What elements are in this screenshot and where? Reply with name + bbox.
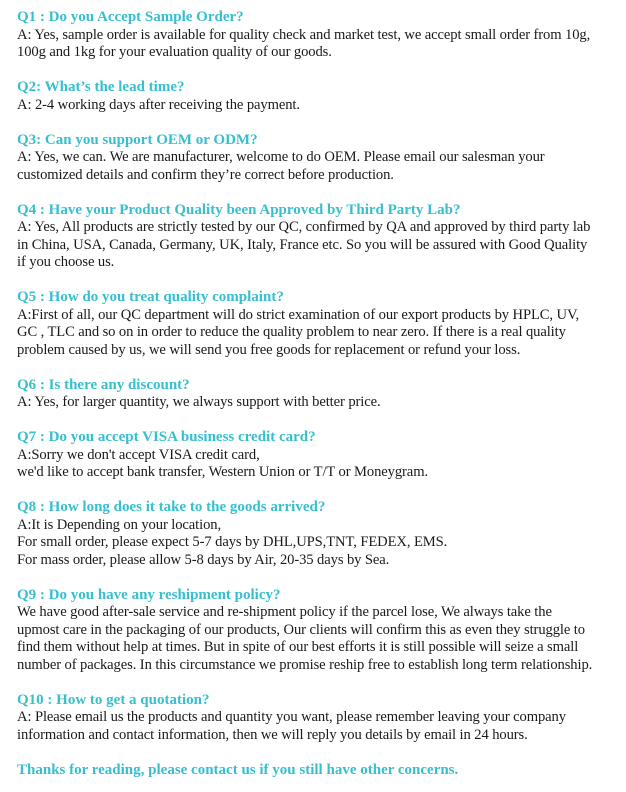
- faq-answer-line: We have good after-sale service and re-shipment policy if the parcel lose, We always take the: [17, 604, 552, 620]
- faq-item: [17, 499, 626, 569]
- faq-answer-line: A: Yes, sample order is available for quality check and market test, we accept small order from 10g,: [17, 26, 591, 43]
- faq-question: Q10 : How to get a quotation?: [17, 691, 210, 708]
- faq-question: Q3: Can you support OEM or ODM?: [17, 131, 258, 148]
- faq-item: [17, 9, 626, 62]
- faq-answer-line: upmost care in the packaging of our products, Our clients will confirm this as even they struggle to: [17, 621, 585, 638]
- faq-answer-line: number of packages. In this circumstance we promise reship free to establish long term relationship.: [17, 656, 593, 673]
- faq-question: Q4 : Have your Product Quality been Approved by Third Party Lab?: [17, 201, 461, 218]
- faq-answer-line: A:First of all, our QC department will do strict examination of our export products by HPLC, UV,: [17, 306, 580, 323]
- faq-item: [17, 289, 626, 359]
- faq-item: [17, 377, 626, 412]
- faq-question: Q5 : How do you treat quality complaint?: [17, 289, 284, 305]
- faq-answer-line: information and contact information, then we will reply you details by email in 24 hours.: [17, 726, 528, 743]
- faq-answer-line: problem caused by us, we will send you free goods for replacement or refund your loss.: [17, 341, 521, 358]
- faq-answer-line: A: Yes, we can. We are manufacturer, welcome to do OEM. Please email our salesman your: [17, 149, 545, 165]
- faq-answer-line: For small order, please expect 5-7 days by DHL,UPS,TNT, FEDEX, EMS.: [17, 534, 448, 550]
- faq-list: [17, 9, 626, 744]
- faq-answer-line: A:It is Depending on your location,: [17, 516, 222, 533]
- faq-question: Q8 : How long does it take to the goods arrived?: [17, 499, 326, 515]
- faq-question: Q1 : Do you Accept Sample Order?: [17, 9, 244, 25]
- faq-answer-line: A: Yes, for larger quantity, we always support with better price.: [17, 394, 381, 410]
- faq-question: Q2: What’s the lead time?: [17, 79, 185, 95]
- faq-answer-line: For mass order, please allow 5-8 days by Air, 20-35 days by Sea.: [17, 551, 390, 568]
- faq-item: [17, 692, 626, 745]
- faq-item: [17, 429, 626, 482]
- faq-item: [17, 202, 626, 272]
- faq-answer-line: in China, USA, Canada, Germany, UK, Italy, France etc. So you will be assured with Good Quality: [17, 236, 588, 253]
- faq-question: Q6 : Is there any discount?: [17, 376, 190, 393]
- faq-answer-line: GC , TLC and so on in order to reduce the quality problem to near zero. If there is a real quality: [17, 324, 566, 340]
- faq-answer-line: A: Please email us the products and quantity you want, please remember leaving your company: [17, 709, 566, 725]
- faq-answer-line: we'd like to accept bank transfer, Western Union or T/T or Moneygram.: [17, 464, 428, 480]
- faq-item: [17, 587, 626, 675]
- faq-question: Q9 : Do you have any reshipment policy?: [17, 586, 281, 603]
- faq-answer-line: customized details and confirm they’re correct before production.: [17, 166, 394, 183]
- faq-answer-line: A:Sorry we don't accept VISA credit card,: [17, 446, 260, 463]
- faq-answer-line: if you choose us.: [17, 254, 115, 270]
- faq-answer-line: 100g and 1kg for your evaluation quality of our goods.: [17, 44, 332, 60]
- faq-answer-line: A: Yes, All products are strictly tested by our QC, confirmed by QA and approved by third party lab: [17, 219, 591, 235]
- faq-answer-line: find them without help at times. But in spite of our best efforts it is still possible will seize a small: [17, 639, 579, 655]
- faq-item: [17, 79, 626, 114]
- faq-question: Q7 : Do you accept VISA business credit card?: [17, 429, 316, 445]
- closing-note: Thanks for reading, please contact us if you still have other concerns.: [17, 761, 459, 778]
- faq-item: [17, 132, 626, 185]
- faq-answer-line: A: 2-4 working days after receiving the payment.: [17, 96, 300, 113]
